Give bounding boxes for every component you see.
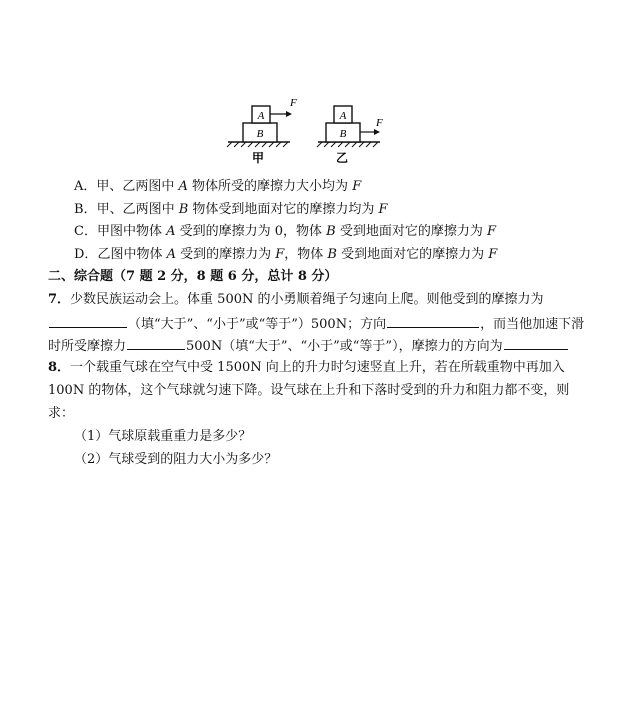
question-7-line1: 7．少数民族运动会上。体重 500N 的小勇顺着绳子匀速向上爬。则他受到的摩擦力为: [48, 292, 544, 307]
block-b-right-label: B: [339, 128, 347, 140]
block-a-left-label: A: [257, 110, 265, 122]
question-8-line3: 求：: [48, 406, 75, 421]
question-8-line2: 100N 的物体，这个气球就匀速下降。设气球在上升和下落时受到的升力和阻力都不变，则: [48, 383, 570, 398]
answer-blank-direction[interactable]: [387, 314, 479, 328]
question-7-line2: （填“大于”、“小于”或“等于”）500N；方向 ，而当他加速下滑: [48, 314, 584, 334]
option-d: D．乙图中物体 A 受到的摩擦力为 F，物体 B 受到地面对它的摩擦力为 F: [74, 247, 498, 262]
question-8-sub2: （2）气球受到的阻力大小为多少？: [74, 452, 278, 467]
section-title: 二、综合题（7 题 2 分，8 题 6 分，总计 8 分）: [48, 269, 338, 284]
diagram-right: [317, 106, 383, 165]
caption-left: 甲: [252, 151, 265, 165]
option-c: C．甲图中物体 A 受到的摩擦力为 0，物体 B 受到地面对它的摩擦力为 F: [74, 224, 497, 239]
force-label-right: F: [376, 117, 383, 129]
option-b: B．甲、乙两图中 B 物体受到地面对它的摩擦力均为 F: [74, 202, 388, 217]
option-a: A．甲、乙两图中 A 物体所受的摩擦力大小均为 F: [74, 179, 362, 194]
caption-right: 乙: [336, 151, 349, 165]
question-8-line1: 8．一个载重气球在空气中受 1500N 向上的升力时匀速竖直上升，若在所载重物中再加入: [48, 360, 565, 375]
block-b-left-label: B: [256, 128, 264, 140]
answer-blank-friction[interactable]: [49, 314, 127, 328]
force-label-left: F: [290, 97, 297, 109]
block-a-right-label: A: [339, 110, 347, 122]
answer-blank-friction-direction[interactable]: [504, 336, 568, 350]
answer-blank-compare[interactable]: [127, 336, 185, 350]
diagram-left: [227, 97, 297, 165]
question-8-sub1: （1）气球原载重重力是多少？: [74, 429, 252, 444]
question-7-line3: 时所受摩擦力 500N（填“大于”、“小于”或“等于”），摩擦力的方向为: [48, 336, 569, 356]
block-diagram: [226, 96, 396, 168]
